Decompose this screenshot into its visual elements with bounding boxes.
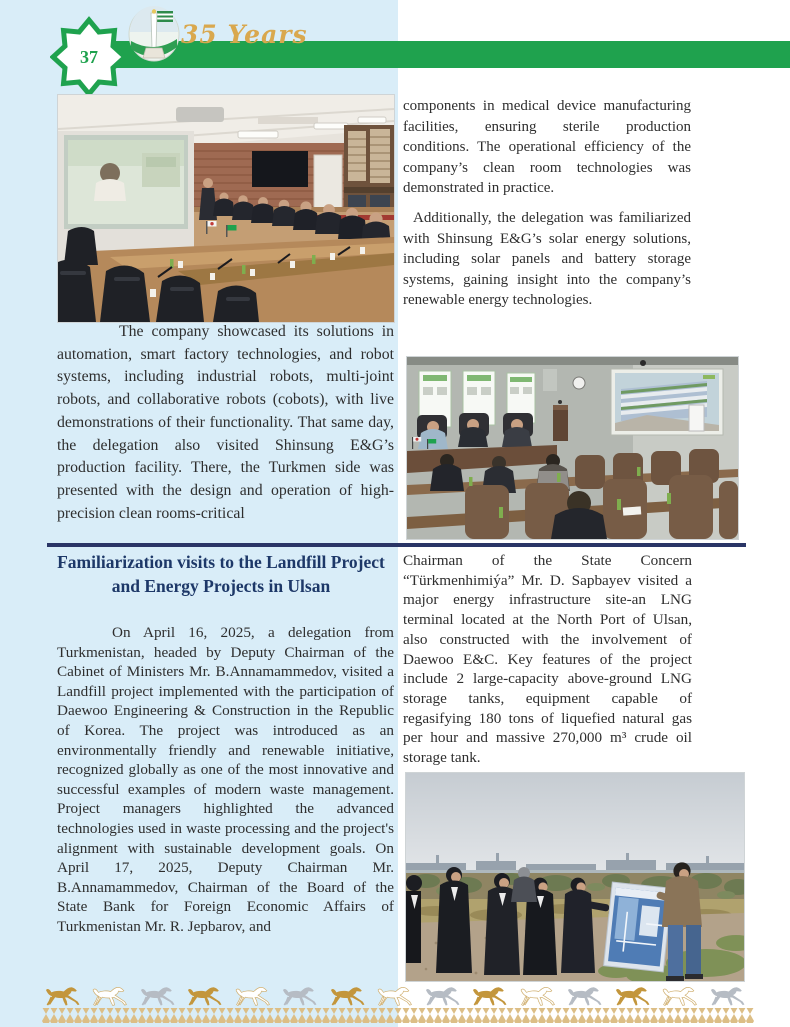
horse-icon bbox=[188, 987, 221, 1005]
horse-icon bbox=[93, 987, 126, 1005]
article-text: components in medical device manufacturing facilities, ensuring sterile production conditions. The operational efficiency of the company’s clean room technologies was demonstrated in practice. bbox=[403, 98, 691, 197]
horse-icon bbox=[473, 987, 506, 1005]
host-presenters bbox=[418, 419, 532, 449]
horse-icon bbox=[521, 987, 554, 1005]
horse-icon bbox=[331, 987, 364, 1005]
article-text: Chairman of the State Concern “Türkmenhimiýa” Mr. D. Sapbayev visited a major energy infrastructure site-an LNG terminal located at the North Port of Ulsan, also constructed with the involvement of Daewoo E&C. Key features of the project include 2 large-capacity above-ground LNG storage tanks, equipment capable of regasifying 180 tons of liquefied natural gas per hour and massive 270,000 m³ crude oil storage tank. bbox=[403, 552, 692, 767]
horse-icon bbox=[568, 987, 601, 1005]
anniversary-label: 35 Years bbox=[181, 20, 308, 49]
horse-icon bbox=[426, 987, 459, 1005]
horse-icon bbox=[141, 987, 174, 1005]
wall-display bbox=[252, 151, 308, 187]
photo-meeting-room bbox=[57, 94, 395, 323]
wall-clock bbox=[573, 377, 585, 389]
article-text: The company showcased its solutions in automation, smart factory technologies, and robot systems, including industrial robots, multi-joint robots, and collaborative robots (cobots), with live demonstrations of their functionality. That same day, the delegation also visited Shinsung E&G’s production facility. There, the Turkmen side was presented with the design and operation of high-precision clean rooms-critical bbox=[57, 323, 394, 522]
page-number: 37 bbox=[80, 46, 98, 67]
door bbox=[314, 155, 342, 211]
horse-icon bbox=[663, 987, 696, 1005]
bottom-article-right-column bbox=[403, 551, 692, 768]
bottom-article-left-column bbox=[57, 623, 394, 937]
top-article-left-column bbox=[57, 321, 394, 525]
horse-border bbox=[42, 986, 754, 1024]
flip-chart bbox=[689, 405, 704, 431]
presentation-screen bbox=[611, 369, 723, 435]
horse-icon bbox=[711, 987, 744, 1005]
ornament-band bbox=[42, 1008, 754, 1023]
section-divider-line bbox=[47, 543, 746, 547]
photo-site-visit bbox=[405, 772, 745, 982]
projector bbox=[176, 107, 224, 122]
article-heading: Familiarization visits to the Landfill Project and Energy Projects in Ulsan bbox=[57, 552, 385, 596]
article-text: On April 16, 2025, a delegation from Turkmenistan, headed by Deputy Chairman of the Cabinet of Ministers Mr. B.Annamammedov, visited a Landfill project implemented with the participation of Daewoo Engineering & Construction in the Republic of Korea. The project was introduced as an environmentally friendly and renewable initiative, recognized globally as one of the most innovative and successful examples of modern waste management. Project managers highlighted the advanced technologies used in waste processing and the project's alignment with sustainable development goals. On April 17, 2025, Deputy Chairman Mr. B.Annamammedov, Chairman of the Board of the State Bank for Foreign Economic Affairs of Turkmenistan Mr. R. Jepbarov, and bbox=[57, 624, 394, 935]
horse-icon bbox=[236, 987, 269, 1005]
projection-screen bbox=[64, 135, 188, 229]
page-number-star-badge bbox=[50, 16, 128, 98]
horse-icon bbox=[46, 987, 79, 1005]
anniversary-logo bbox=[128, 6, 180, 66]
top-article-right-column bbox=[403, 96, 691, 311]
podium bbox=[553, 400, 568, 441]
photo-conference-presentation bbox=[406, 356, 739, 540]
horse-icon bbox=[283, 987, 316, 1005]
monument-emblem-icon bbox=[128, 6, 180, 66]
sky bbox=[406, 773, 744, 873]
ceiling-camera bbox=[640, 360, 646, 366]
horse-icon bbox=[616, 987, 649, 1005]
article-text: Additionally, the delegation was familiarized with Shinsung E&G’s solar energy solutions, including solar panels and battery storage systems, gaining insight into the company’s renewable energy technologies. bbox=[403, 209, 691, 309]
horse-icon bbox=[378, 987, 411, 1005]
